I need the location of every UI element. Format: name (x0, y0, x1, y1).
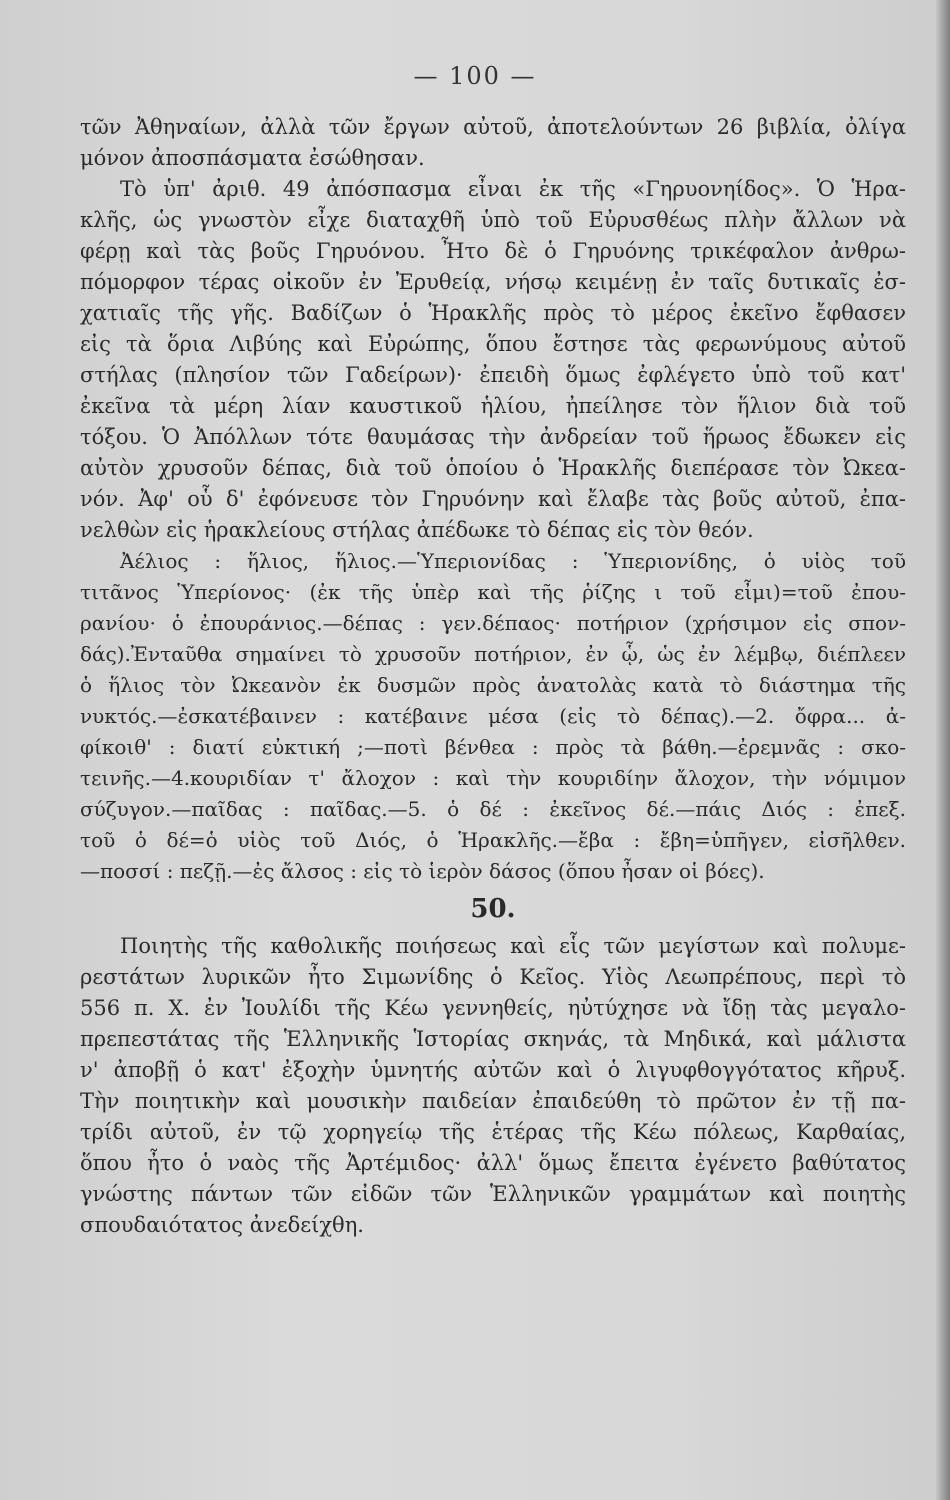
text-line: 556 π. Χ. ἐν Ἰουλίδι τῆς Κέω γεννηθείς, ηὐτύχησε νὰ ἴδῃ τὰς μεγαλο- (80, 996, 906, 1020)
page-gutter-shadow (936, 0, 950, 1500)
text-line: εἰς τὰ ὅρια Λιβύης καὶ Εὐρώπης, ὅπου ἔστησε τὰς φερωνύμους αὐτοῦ (80, 332, 906, 356)
text-line: μόνον ἀποσπάσματα ἐσώθησαν. (80, 146, 425, 170)
glossary-notes (80, 546, 906, 887)
section-paragraph (80, 931, 906, 1241)
note-line: τοῦ ὁ δέ=ὁ υἱὸς τοῦ Διός, ὁ Ἡρακλῆς.—ἔβα : ἔβη=ὑπῆγεν, εἰσῆλθεν. (80, 828, 906, 852)
text-line: χατιαῖς τῆς γῆς. Βαδίζων ὁ Ἡρακλῆς πρὸς τὸ μέρος ἐκεῖνο ἔφθασεν (80, 301, 906, 325)
text-line: φέρῃ καὶ τὰς βοῦς Γηρυόνου. Ἦτο δὲ ὁ Γηρυόνης τρικέφαλον ἀνθρω- (80, 239, 906, 263)
note-line: τεινῆς.—4.κουριδίαν τ' ἄλοχον : καὶ τὴν κουριδίην ἄλοχον, τὴν νόμιμον (80, 766, 906, 790)
text-line: νόν. Ἀφ' οὗ δ' ἐφόνευσε τὸν Γηρυόνην καὶ ἔλαβε τὰς βοῦς αὐτοῦ, ἐπα- (80, 487, 906, 511)
paragraph-commentary (80, 174, 906, 546)
note-line: —ποσσί : πεζῇ.—ἐς ἄλσος : εἰς τὸ ἱερὸν δάσος (ὅπου ἦσαν οἱ βόες). (80, 859, 765, 883)
text-line: ν' ἀποβῇ ὁ κατ' ἐξοχὴν ὑμνητής αὐτῶν καὶ ὁ λιγυφθογγότατος κῆρυξ. (80, 1058, 906, 1082)
text-line: ἐκεῖνα τὰ μέρη λίαν καυστικοῦ ἡλίου, ἠπείλησε τὸν ἥλιον διὰ τοῦ (80, 394, 906, 418)
text-line: ὅπου ἦτο ὁ ναὸς τῆς Ἀρτέμιδος· ἀλλ' ὅμως ἔπειτα ἐγένετο βαθύτατος (80, 1151, 906, 1175)
note-line: φίκοιθ' : διατί εὐκτική ;—ποτὶ βένθεα : πρὸς τὰ βάθη.—ἐρεμνᾶς : σκο- (80, 735, 906, 759)
text-line: τῶν Ἀθηναίων, ἀλλὰ τῶν ἔργων αὐτοῦ, ἀποτελούντων 26 βιβλία, ὀλίγα (80, 115, 906, 139)
section-heading: 50. (470, 894, 516, 924)
text-line: νελθὼν εἰς ἡρακλείους στήλας ἀπέδωκε τὸ δέπας εἰς τὸν θεόν. (80, 518, 754, 542)
note-line: Ἀέλιος : ἥλιος, ἥλιος.—Ὑπεριονίδας : Ὑπεριονίδης, ὁ υἱὸς τοῦ (120, 549, 906, 573)
text-line: Τὴν ποιητικὴν καὶ μουσικὴν παιδείαν ἐπαιδεύθη τὸ πρῶτον ἐν τῇ πα- (80, 1089, 906, 1113)
text-line: γνώστης πάντων τῶν εἰδῶν τῶν Ἑλληνικῶν γραμμάτων καὶ ποιητὴς (80, 1182, 906, 1206)
note-line: δάς).Ἐνταῦθα σημαίνει τὸ χρυσοῦν ποτήριον, ἐν ᾧ, ὡς ἐν λέμβῳ, διέπλεεν (80, 642, 906, 666)
text-line: πρεπεστάτας τῆς Ἑλληνικῆς Ἱστορίας σκηνάς, τὰ Μηδικά, καὶ μάλιστα (80, 1027, 906, 1051)
text-line: τρίδι αὐτοῦ, ἐν τῷ χορηγείῳ τῆς ἑτέρας τῆς Κέω πόλεως, Καρθαίας, (80, 1120, 906, 1144)
note-line: νυκτός.—ἐσκατέβαινεν : κατέβαινε μέσα (εἰς τὸ δέπας).—2. ὄφρα... ἀ- (80, 704, 906, 728)
note-line: ρανίου· ὁ ἐπουράνιος.—δέπας : γεν.δέπαος· ποτήριον (χρήσιμον εἰς σπον- (80, 611, 906, 635)
text-line: αὐτὸν χρυσοῦν δέπας, διὰ τοῦ ὁποίου ὁ Ἡρακλῆς διεπέρασε τὸν Ὠκεα- (80, 456, 906, 480)
text-line: Τὸ ὑπ' ἀριθ. 49 ἀπόσπασμα εἶναι ἐκ τῆς «Γηρυονηίδος». Ὁ Ἡρα- (120, 177, 906, 201)
page-number: — 100 — (413, 62, 537, 90)
note-line: σύζυγον.—παῖδας : παῖδας.—5. ὁ δέ : ἐκεῖνος δέ.—πάις Διός : ἐπεξ. (80, 797, 906, 821)
text-line: πόμορφον τέρας οἰκοῦν ἐν Ἐρυθείᾳ, νήσῳ κειμένῃ ἐν ταῖς δυτικαῖς ἐσ- (80, 270, 906, 294)
text-line: σπουδαιότατος ἀνεδείχθη. (80, 1213, 364, 1237)
paragraph-continuation (80, 112, 906, 174)
text-line: κλῆς, ὡς γνωστὸν εἶχε διαταχθῆ ὑπὸ τοῦ Εὐρυσθέως πλὴν ἄλλων νὰ (80, 208, 906, 232)
page-body (80, 112, 906, 1241)
note-line: ὁ ἥλιος τὸν Ὠκεανὸν ἐκ δυσμῶν πρὸς ἀνατολὰς κατὰ τὸ διάστημα τῆς (80, 673, 906, 697)
text-line: Ποιητὴς τῆς καθολικῆς ποιήσεως καὶ εἷς τῶν μεγίστων καὶ πολυμε- (120, 934, 906, 958)
text-line: τόξου. Ὁ Ἀπόλλων τότε θαυμάσας τὴν ἀνδρείαν τοῦ ἥρωος ἔδωκεν εἰς (80, 425, 906, 449)
text-line: στήλας (πλησίον τῶν Γαδείρων)· ἐπειδὴ ὅμως ἐφλέγετο ὑπὸ τοῦ κατ' (80, 363, 906, 387)
text-line: ρεστάτων λυρικῶν ἦτο Σιμωνίδης ὁ Κεῖος. Υἱὸς Λεωπρέπους, περὶ τὸ (80, 965, 906, 989)
note-line: τιτᾶνος Ὑπερίονος· (ἐκ τῆς ὑπὲρ καὶ τῆς ῥίζης ι τοῦ εἶμι)=τοῦ ἐπου- (80, 580, 906, 604)
